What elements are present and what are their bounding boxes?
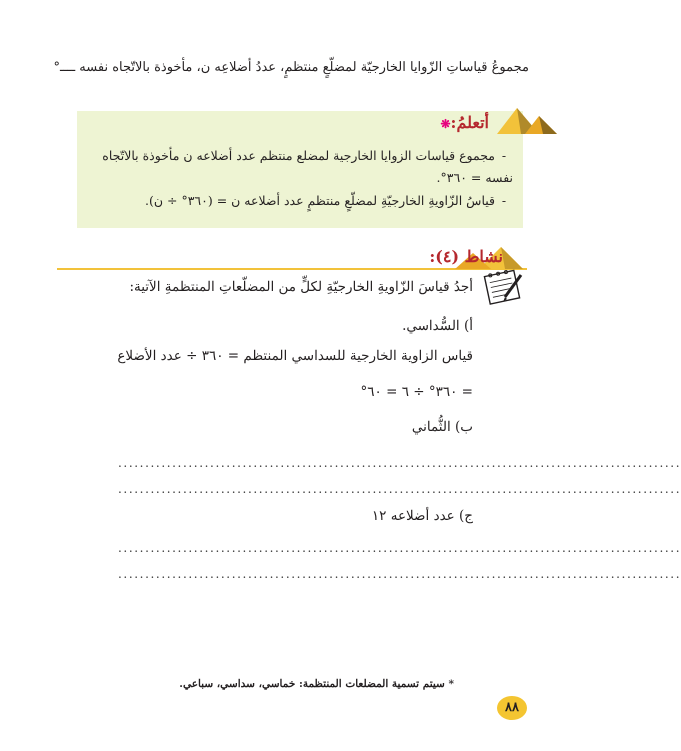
learn-bullet-2 (93, 190, 513, 212)
answer-line: ........................................................................................................ (118, 456, 681, 470)
bullet-dash: - (501, 148, 507, 163)
item-b-octagon: ب) الثُّماني (411, 419, 473, 435)
intro-sentence: مجموعُ قياساتِ الزّوايا الخارجيّة لمضلّعٍ منتظمٍ، عددُ أضلاعِه ن، مأخوذة بالاتّجاه نفسه ــــ° (53, 60, 529, 75)
learn-bullet-1 (93, 145, 513, 189)
notepad-pencil-icon (481, 267, 525, 307)
learn-bullet-text: قياسُ الزّاويةِ الخارجيّةِ لمضلّعٍ منتظمٍ عدد أضلاعه ن = (٣٦٠° ÷ ن). (145, 193, 495, 208)
answer-line: ........................................................................................................ (118, 482, 681, 496)
activity-title: نشاط (٤): (429, 247, 503, 266)
footnote: * سيتم تسمية المضلعات المنتظمة: خماسي، سداسي، سباعي. (179, 678, 454, 690)
learn-title-text: أتعلمُ: (450, 113, 489, 132)
answer-line: ........................................................................................................ (118, 541, 681, 555)
learn-bullet-text: مجموع قياسات الزوايا الخارجية لمضلع منتظم عدد أضلاعه ن مأخوذة بالاتّجاه نفسه = ٣٦٠°. (102, 148, 513, 185)
answer-line: ........................................................................................................ (118, 567, 681, 581)
calc-line-1: قياس الزاوية الخارجية للسداسي المنتظم = ٣٦٠ ÷ عدد الأضلاع (117, 348, 473, 364)
learn-title (437, 113, 489, 132)
pyramids-icon (497, 104, 557, 138)
bullet-dash: - (501, 193, 507, 208)
activity-instruction: أجدُ قياسَ الزّاويةِ الخارجيّةِ لكلٍّ من المضلّعاتِ المنتظمةِ الآتية: (129, 279, 473, 295)
item-c-dodecagon: ج) عدد أضلاعه ١٢ (371, 508, 473, 524)
item-a-hexagon: أ) السُّداسي. (402, 318, 473, 334)
star-icon: ❋ (440, 117, 451, 131)
page-number: ٨٨ (497, 696, 527, 720)
calc-line-2: = ٣٦٠° ÷ ٦ = ٦٠° (360, 384, 473, 400)
